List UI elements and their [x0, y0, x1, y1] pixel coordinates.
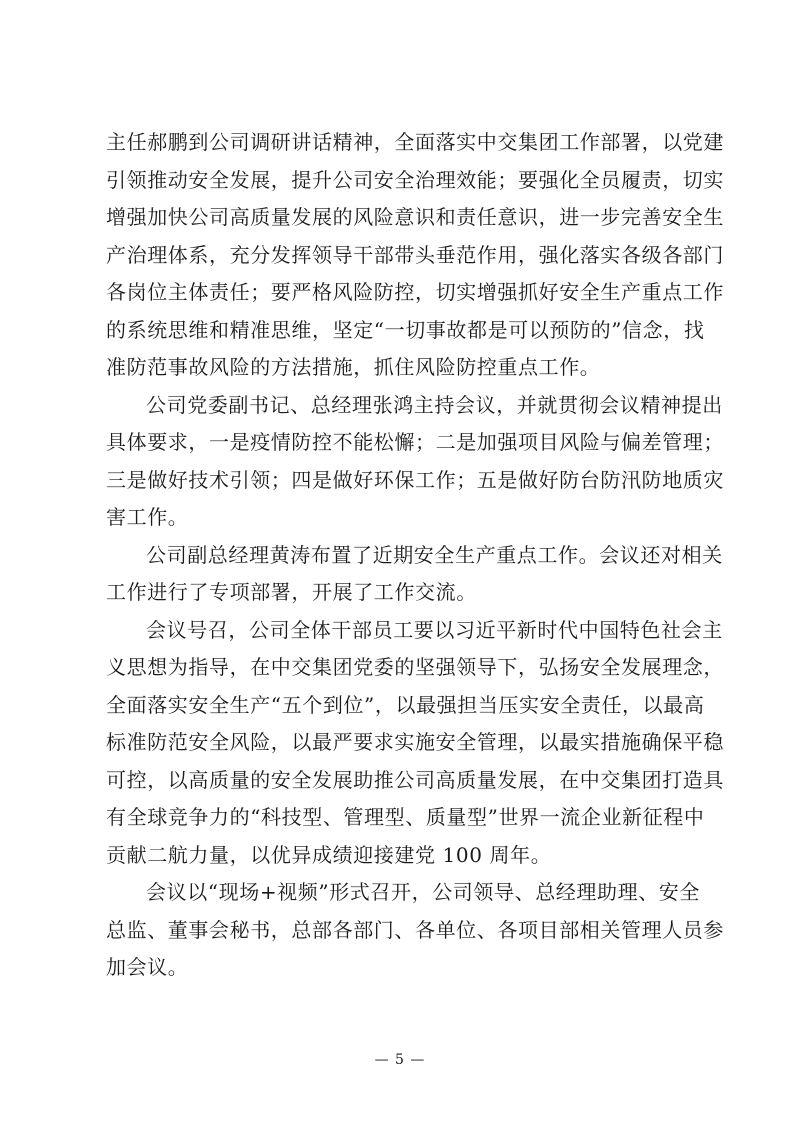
text-line: 增强加快公司高质量发展的风险意识和责任意识，进一步完善安全生: [106, 205, 724, 229]
text-line: 义思想为指导，在中交集团党委的坚强领导下，弘扬安全发展理念，: [106, 655, 724, 679]
text-line: 引领推动安全发展，提升公司安全治理效能；要强化全员履责，切实: [106, 167, 724, 192]
text-line: 害工作。: [106, 505, 189, 529]
text-line: 公司副总经理黄涛布置了近期安全生产重点工作。会议还对相关: [146, 542, 723, 567]
text-line: 准防范事故风险的方法措施，抓住风险防控重点工作。: [106, 355, 601, 379]
text-line: 具体要求，一是疫情防控不能松懈；二是加强项目风险与偏差管理；: [106, 430, 724, 454]
text-line: 有全球竞争力的“科技型、管理型、质量型”世界一流企业新征程中: [106, 805, 705, 829]
text-line: 工作进行了专项部署，开展了工作交流。: [106, 580, 477, 604]
document-body: [106, 124, 724, 987]
text-line: 各岗位主体责任；要严格风险防控，切实增强抓好安全生产重点工作: [106, 280, 724, 304]
text-line: 会议以“现场+视频”形式召开，公司领导、总经理助理、安全: [146, 880, 701, 904]
page-number: — 5 —: [374, 1052, 426, 1068]
text-line: 主任郝鹏到公司调研讲话精神，全面落实中交集团工作部署，以党建: [106, 130, 724, 154]
text-line: 产治理体系，充分发挥领导干部带头垂范作用，强化落实各级各部门: [106, 242, 724, 267]
text-line: 可控，以高质量的安全发展助推公司高质量发展，在中交集团打造具: [106, 767, 724, 792]
text-line: 会议号召，公司全体干部员工要以习近平新时代中国特色社会主: [146, 617, 723, 642]
text-line: 全面落实安全生产“五个到位”，以最强担当压实安全责任，以最高: [106, 692, 705, 717]
text-line: 贡献二航力量，以优异成绩迎接建党 100 周年。: [106, 842, 552, 867]
text-line: 加会议。: [106, 955, 189, 979]
text-line: 标准防范安全风险，以最严要求实施安全管理，以最实措施确保平稳: [106, 730, 724, 754]
text-line: 总监、董事会秘书，总部各部门、各单位、各项目部相关管理人员参: [106, 917, 724, 942]
text-line: 三是做好技术引领；四是做好环保工作；五是做好防台防汛防地质灾: [106, 467, 724, 492]
text-line: 公司党委副书记、总经理张鸿主持会议，并就贯彻会议精神提出: [146, 392, 723, 417]
text-line: 的系统思维和精准思维，坚定“一切事故都是可以预防的”信念，找: [106, 317, 705, 342]
